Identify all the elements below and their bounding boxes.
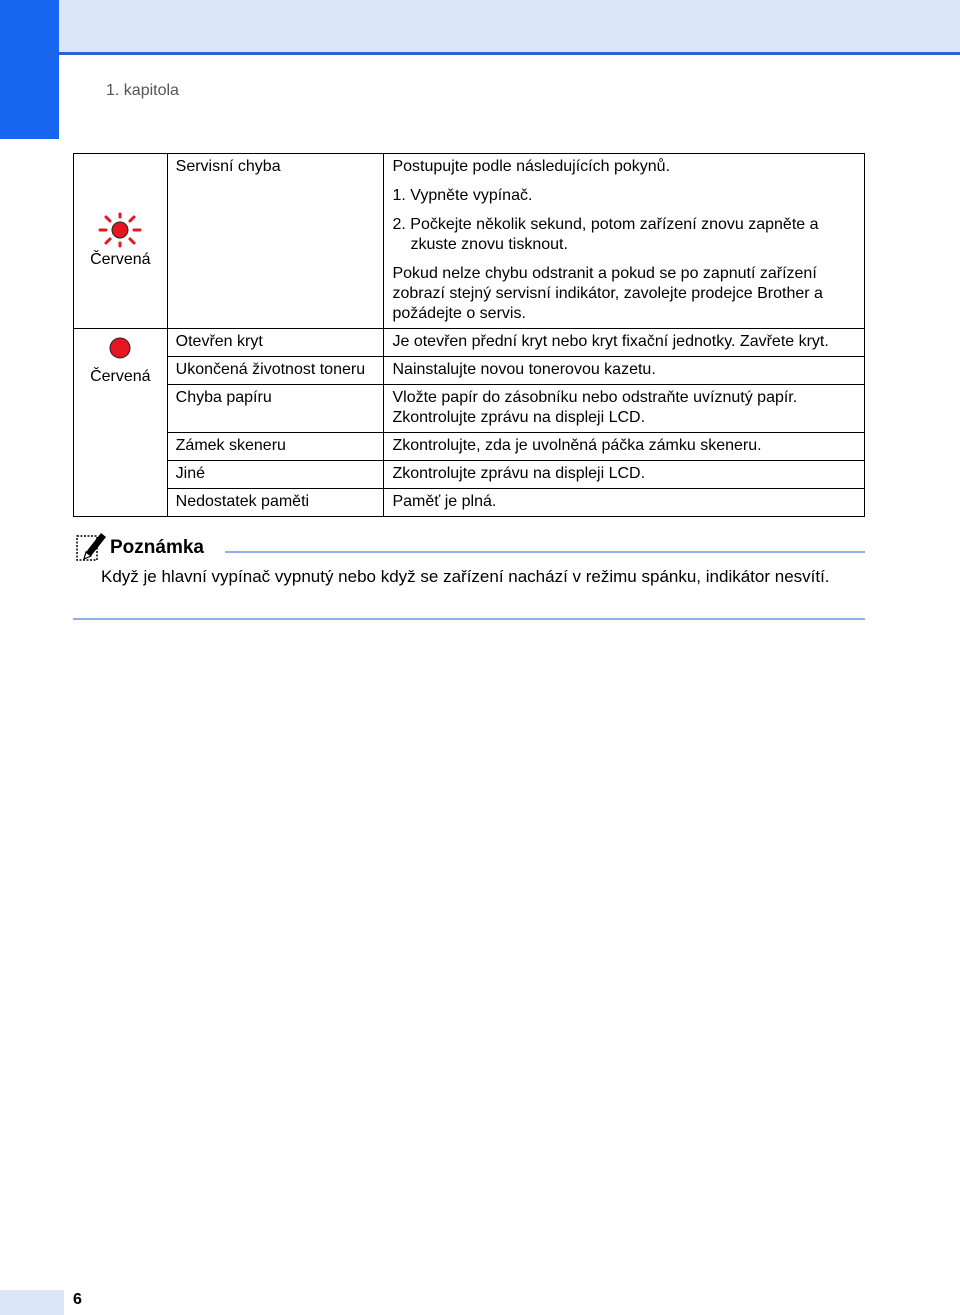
action-text: Nainstalujte novou tonerovou kazetu. <box>392 361 656 378</box>
action-cell <box>384 385 865 433</box>
condition-label: Servisní chyba <box>175 158 281 175</box>
action-text: Je otevřen přední kryt nebo kryt fixační jednotky. Zavřete kryt. <box>392 333 829 350</box>
table-row <box>74 461 865 489</box>
page-number-tab <box>0 1290 64 1315</box>
led-cell <box>74 329 168 517</box>
condition-label: Ukončená životnost toneru <box>175 361 366 378</box>
condition-cell <box>167 154 384 329</box>
action-text: Paměť je plná. <box>392 493 497 510</box>
condition-cell <box>167 433 384 461</box>
led-color-label: Červená <box>90 368 151 385</box>
condition-label: Zámek skeneru <box>175 437 286 454</box>
condition-label: Jiné <box>175 465 206 482</box>
led-status-table <box>73 153 865 517</box>
action-text: Postupujte podle následujících pokynů. <box>392 158 671 175</box>
action-cell <box>384 154 865 329</box>
note-divider <box>225 551 865 553</box>
table-row <box>74 385 865 433</box>
action-step: 1. Vypněte vypínač. <box>392 187 533 204</box>
condition-cell <box>167 329 384 357</box>
header-rule <box>59 52 960 55</box>
action-text: Zkontrolujte zprávu na displeji LCD. <box>392 465 646 482</box>
action-cell <box>384 489 865 517</box>
condition-cell <box>167 489 384 517</box>
note-text: Když je hlavní vypínač vypnutý nebo když se zařízení nachází v režimu spánku, indikátor nesvítí. <box>101 567 830 586</box>
chapter-tab <box>0 0 59 139</box>
condition-cell <box>167 461 384 489</box>
led-cell <box>74 154 168 329</box>
action-cell <box>384 461 865 489</box>
pencil-note-icon <box>74 530 108 562</box>
action-cell <box>384 433 865 461</box>
header-band <box>59 0 960 52</box>
table-row <box>74 357 865 385</box>
action-cell <box>384 357 865 385</box>
page-number: 6 <box>73 1291 82 1308</box>
condition-label: Nedostatek paměti <box>175 493 310 510</box>
condition-label: Otevřen kryt <box>175 333 263 350</box>
condition-cell <box>167 357 384 385</box>
led-color-label: Červená <box>90 251 151 268</box>
note-bottom-divider <box>73 618 865 620</box>
action-text: Zkontrolujte, zda je uvolněná páčka zámku skeneru. <box>392 437 762 454</box>
condition-cell <box>167 385 384 433</box>
note-title: Poznámka <box>110 537 204 558</box>
table-row <box>74 329 865 357</box>
solid-led-icon <box>106 337 134 361</box>
blinking-led-icon <box>95 212 145 250</box>
action-text: Pokud nelze chybu odstranit a pokud se po zapnutí zařízení zobrazí stejný servisní indikátor, zavolejte prodejce Brother a požádejte o servis. <box>392 265 823 322</box>
chapter-label: 1. kapitola <box>106 82 179 99</box>
table-row <box>74 489 865 517</box>
table-row <box>74 433 865 461</box>
condition-label: Chyba papíru <box>175 389 272 406</box>
action-cell <box>384 329 865 357</box>
action-step: 2. Počkejte několik sekund, potom zařízení znovu zapněte a zkuste znovu tisknout. <box>392 216 819 253</box>
action-text: Vložte papír do zásobníku nebo odstraňte uvíznutý papír. Zkontrolujte zprávu na displeji LCD. <box>392 389 798 426</box>
table-row <box>74 154 865 329</box>
